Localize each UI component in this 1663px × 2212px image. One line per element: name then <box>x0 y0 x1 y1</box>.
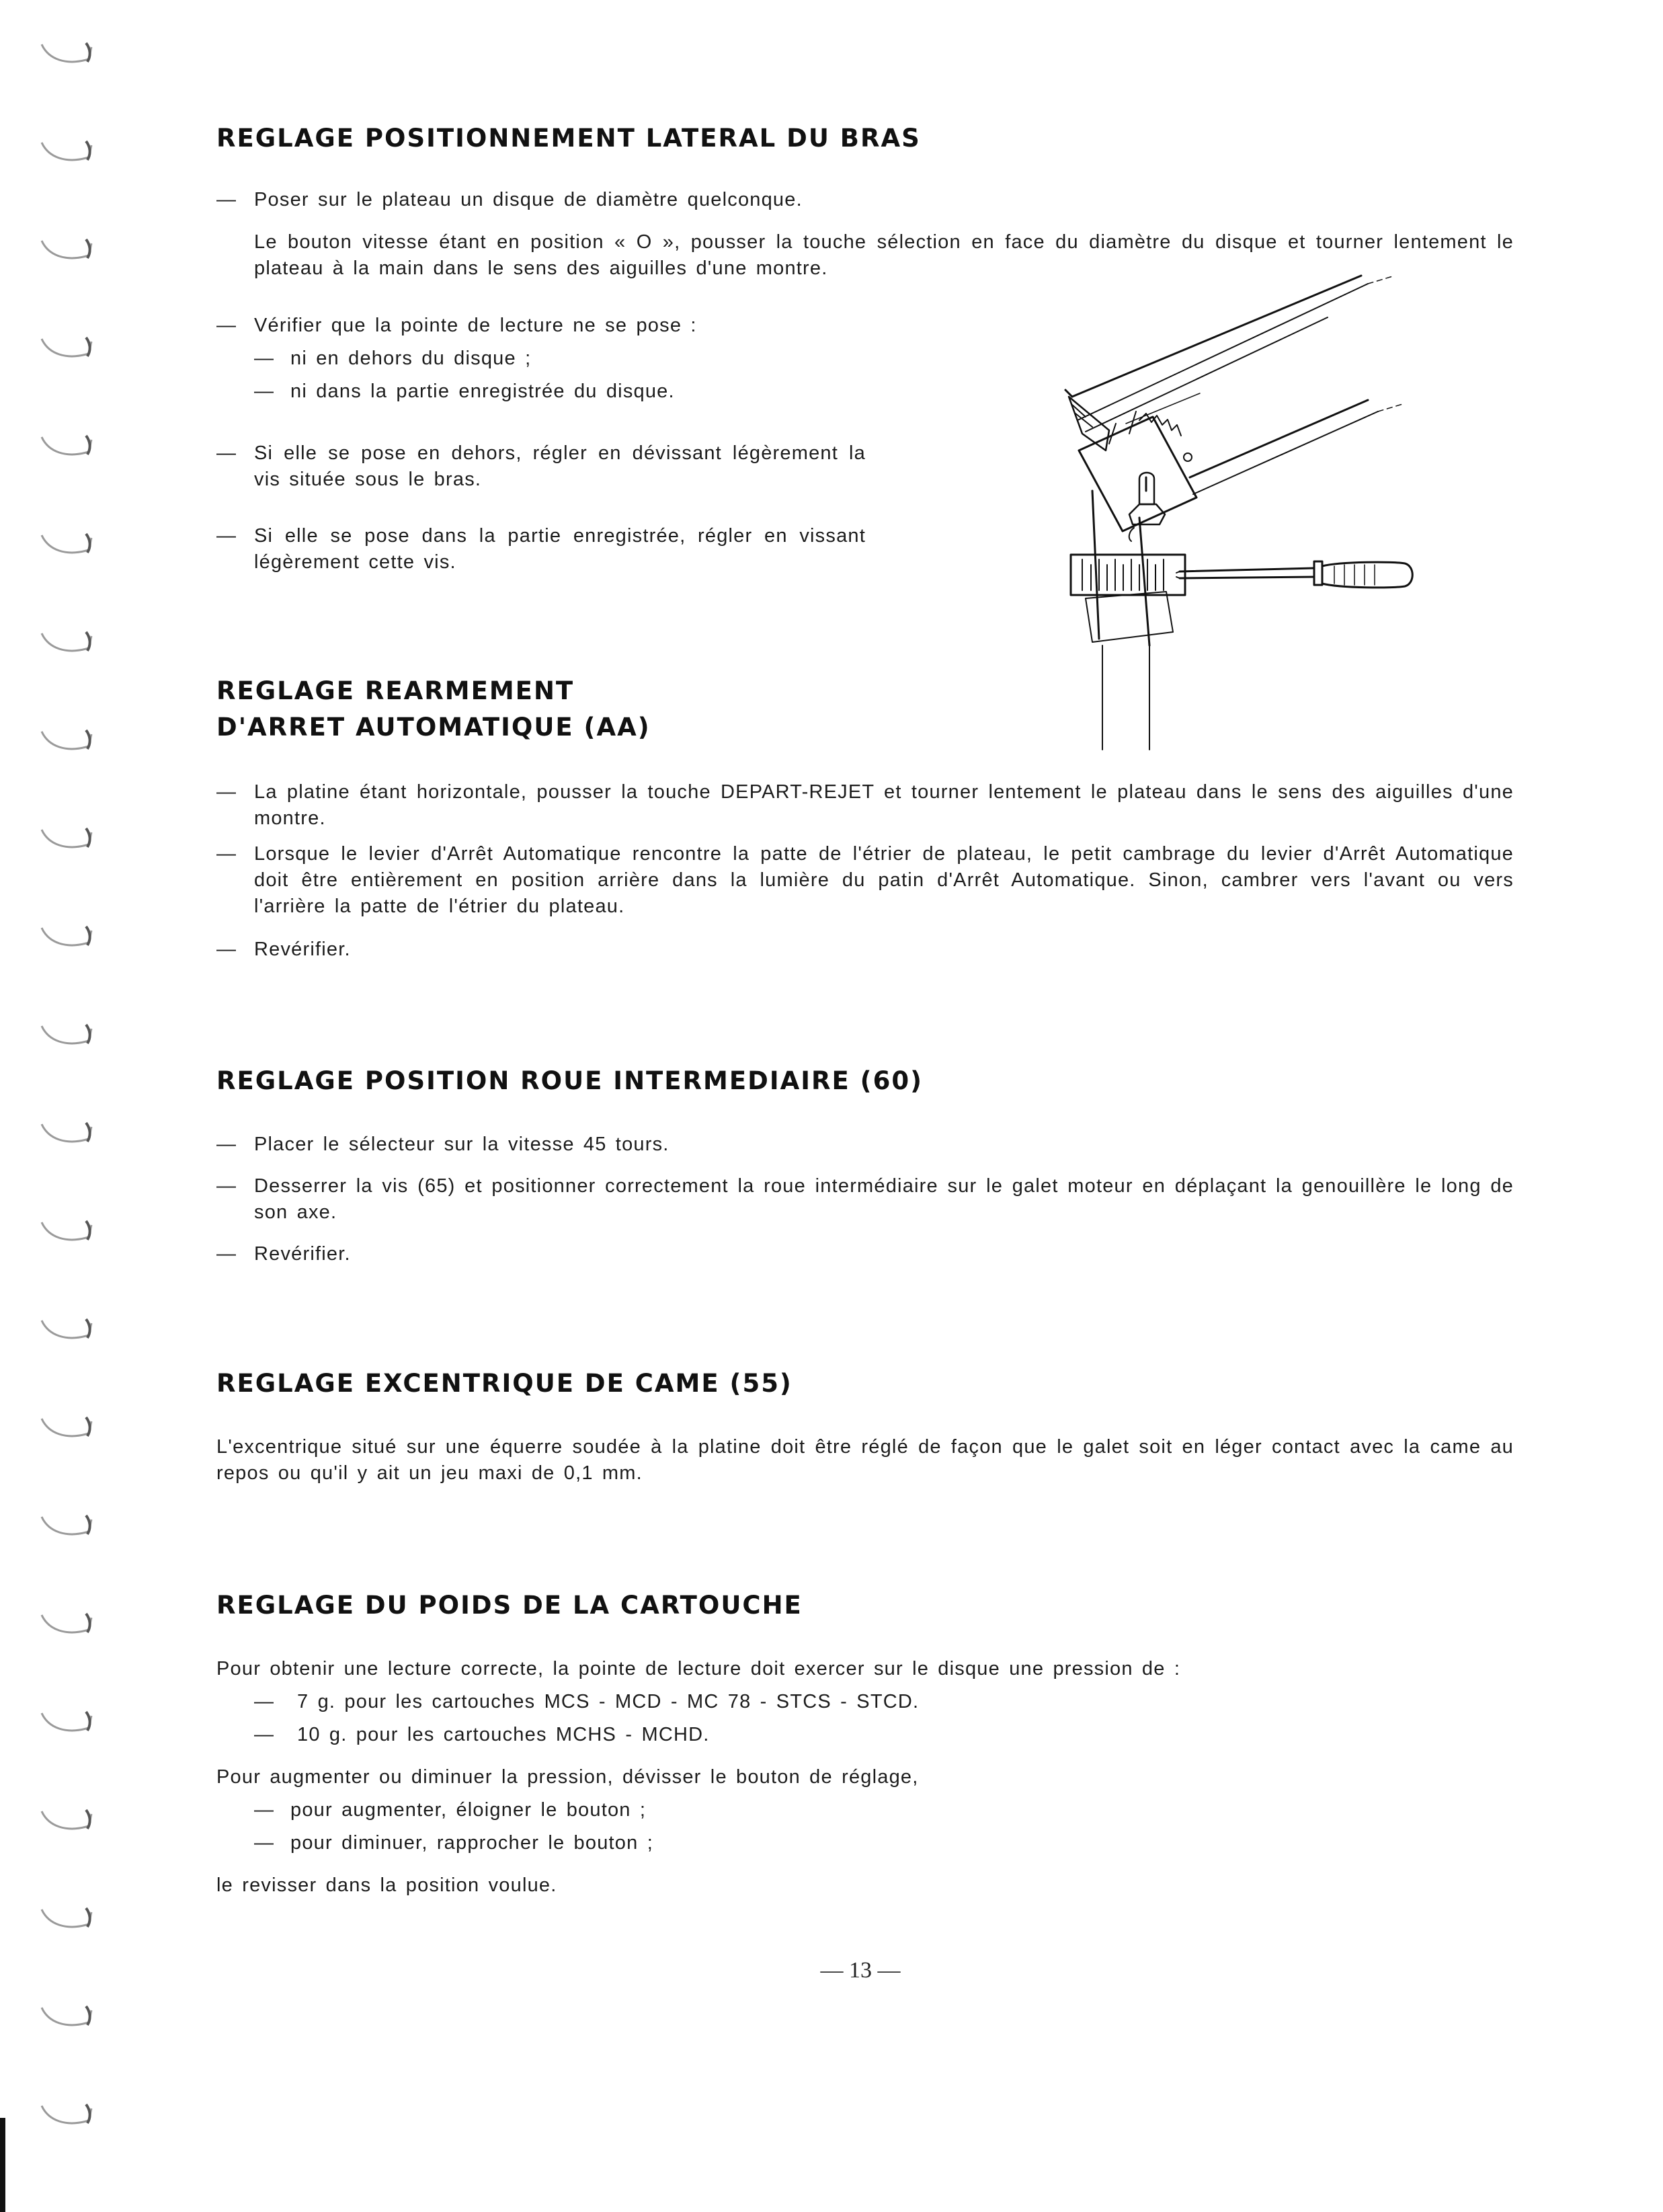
sub-list-item <box>254 1830 1262 1856</box>
binding-hole <box>39 1119 94 1148</box>
list-item-text: pour diminuer, rapprocher le bouton ; <box>290 1832 653 1854</box>
binding-hole <box>39 1217 94 1247</box>
list-item-text: Placer le sélecteur sur la vitesse 45 tours. <box>254 1134 670 1155</box>
binding-hole <box>39 1021 94 1050</box>
list-item-text: Desserrer la vis (65) et positionner correctement la roue intermédiaire sur le galet moteur en déplaçant la genouillère le long de son axe. <box>254 1175 1514 1223</box>
list-item <box>216 313 996 339</box>
paragraph: Pour augmenter ou diminuer la pression, dévisser le bouton de réglage, <box>216 1766 919 1788</box>
dash-bullet: — <box>216 315 237 336</box>
list-item-text: ni dans la partie enregistrée du disque. <box>290 381 675 402</box>
dash-bullet: — <box>216 843 237 865</box>
binding-hole <box>39 1610 94 1639</box>
list-item <box>216 523 866 576</box>
list-item <box>216 841 1514 920</box>
sub-list-item <box>254 346 993 372</box>
binding-hole <box>39 2100 94 2130</box>
list-item <box>216 187 1514 213</box>
list-item-text: 7 g. pour les cartouches MCS - MCD - MC 78 - STCS - STCD. <box>297 1691 920 1712</box>
dash-bullet: — <box>216 1175 237 1197</box>
binding-hole <box>39 824 94 854</box>
dash-bullet: — <box>216 1243 237 1265</box>
dash-bullet: — <box>254 348 275 369</box>
list-item-text: Si elle se pose en dehors, régler en dévissant légèrement la vis située sous le bras. <box>254 442 866 490</box>
paragraph: Le bouton vitesse étant en position « O », pousser la touche sélection en face du diamètre du disque et tourner lentement le plateau à la main dans le sens des aiguilles d'une montre. <box>254 231 1514 279</box>
binding-hole <box>39 333 94 363</box>
tonearm-adjustment-illustration <box>1045 255 1435 753</box>
list-item-text: Si elle se pose dans la partie enregistrée, régler en vissant légèrement cette vis. <box>254 525 866 573</box>
page-number: — 13 — <box>820 1958 901 1983</box>
dash-bullet: — <box>216 525 237 547</box>
dash-bullet: — <box>216 442 237 464</box>
section-title-intermediate-wheel: REGLAGE POSITION ROUE INTERMEDIAIRE (60) <box>216 1066 923 1095</box>
binding-hole <box>39 235 94 265</box>
list-item-text: ni en dehors du disque ; <box>290 348 532 369</box>
binding-hole <box>39 1315 94 1345</box>
dash-bullet: — <box>216 781 237 803</box>
binding-hole <box>39 1806 94 1835</box>
list-item-text: 10 g. pour les cartouches MCHS - MCHD. <box>297 1724 710 1745</box>
binding-hole <box>39 530 94 559</box>
list-item <box>216 1173 1514 1226</box>
dash-bullet: — <box>254 381 275 402</box>
dash-bullet: — <box>254 1799 275 1821</box>
list-item <box>216 779 1514 832</box>
list-item <box>216 440 866 493</box>
list-item-text: pour augmenter, éloigner le bouton ; <box>290 1799 647 1821</box>
section-title-cartridge-weight: REGLAGE DU POIDS DE LA CARTOUCHE <box>216 1591 803 1620</box>
binding-hole <box>39 1708 94 1737</box>
list-item <box>216 937 1514 963</box>
section-title-rearm-line1: REGLAGE REARMEMENT <box>216 676 575 705</box>
sub-list-item <box>254 379 993 405</box>
list-item-text: Revérifier. <box>254 939 351 960</box>
binding-hole <box>39 922 94 952</box>
scan-edge-mark <box>0 2118 5 2212</box>
binding-hole <box>39 39 94 69</box>
list-item-text: Revérifier. <box>254 1243 351 1265</box>
section-title-rearm-line2: D'ARRET AUTOMATIQUE (AA) <box>216 713 651 742</box>
list-item-text: Vérifier que la pointe de lecture ne se pose : <box>254 315 697 336</box>
list-item-text: La platine étant horizontale, pousser la touche DEPART-REJET et tourner lentement le plateau dans le sens des aiguilles d'une montre. <box>254 781 1514 829</box>
dash-bullet: — <box>216 1134 237 1155</box>
dash-bullet: — <box>216 189 237 210</box>
spiral-binding <box>0 0 101 2212</box>
section-title-lateral-arm: REGLAGE POSITIONNEMENT LATERAL DU BRAS <box>216 124 921 153</box>
binding-hole <box>39 432 94 461</box>
binding-hole <box>39 1904 94 1934</box>
binding-hole <box>39 137 94 167</box>
binding-hole <box>39 726 94 756</box>
binding-hole <box>39 1413 94 1443</box>
section-title-cam-eccentric: REGLAGE EXCENTRIQUE DE CAME (55) <box>216 1369 793 1398</box>
dash-bullet: — <box>254 1832 275 1854</box>
list-item-text: Poser sur le plateau un disque de diamètre quelconque. <box>254 189 803 210</box>
paragraph: Pour obtenir une lecture correcte, la pointe de lecture doit exercer sur le disque une pression de : <box>216 1658 1181 1680</box>
sub-list-item <box>254 1689 1262 1715</box>
paragraph: le revisser dans la position voulue. <box>216 1874 557 1896</box>
paragraph: L'excentrique situé sur une équerre soudée à la platine doit être réglé de façon que le galet soit en léger contact avec la came au repos ou qu'il y ait un jeu maxi de 0,1 mm. <box>216 1436 1514 1484</box>
dash-bullet: — <box>254 1691 275 1712</box>
list-item-text: Lorsque le levier d'Arrêt Automatique rencontre la patte de l'étrier de plateau, le petit cambrage du levier d'Arrêt Automatique doit être entièrement en position arrière dans la lumière du patin d'Arrêt Automatique. Sinon, cambrer vers l'avant ou vers l'arrière la patte de l'étrier du plateau. <box>254 843 1514 917</box>
binding-hole <box>39 2002 94 2032</box>
list-item <box>216 1241 1514 1267</box>
binding-hole <box>39 1511 94 1541</box>
list-item <box>216 1132 1514 1158</box>
sub-list-item <box>254 1722 1262 1748</box>
dash-bullet: — <box>216 939 237 960</box>
dash-bullet: — <box>254 1724 275 1745</box>
binding-hole <box>39 628 94 658</box>
sub-list-item <box>254 1797 1262 1823</box>
